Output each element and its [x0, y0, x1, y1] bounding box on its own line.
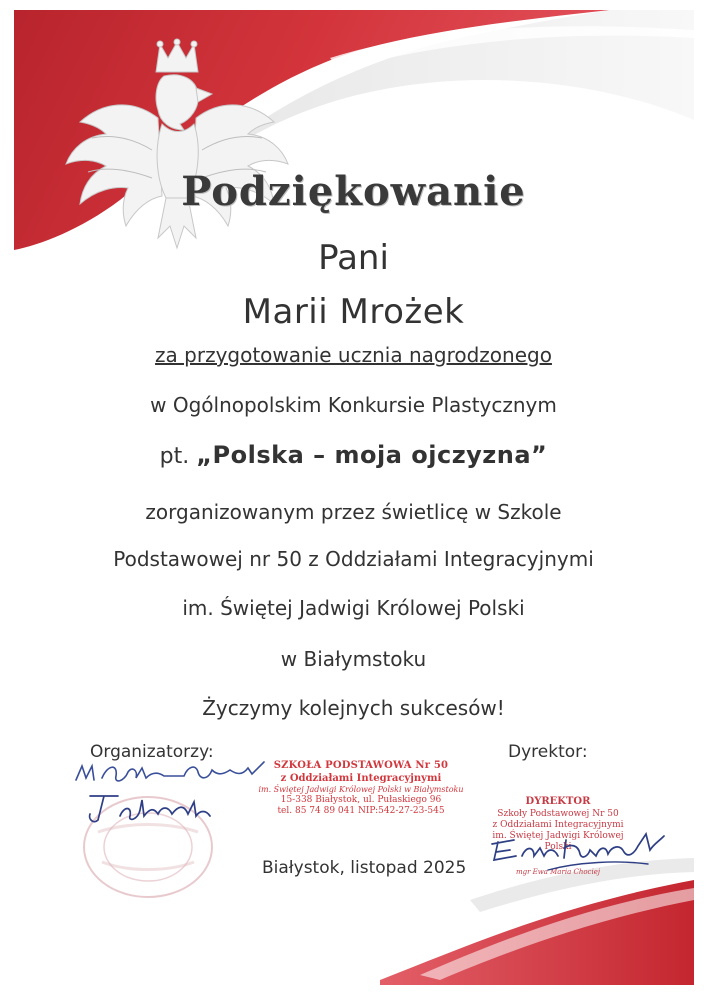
school-stamp-line-3: im. Świętej Jadwigi Królowej Polski w Białymstoku — [258, 785, 464, 794]
wishes-line: Życzymy kolejnych sukcesów! — [202, 696, 505, 720]
place-and-date: Białystok, listopad 2025 — [262, 858, 467, 878]
director-stamp-line-3: z Oddziałami Integracyjnymi — [492, 819, 624, 830]
recipient-name: Marii Mrożek — [242, 292, 465, 332]
school-stamp — [252, 760, 470, 818]
competition-line: w Ogólnopolskim Konkursie Plastycznym — [150, 393, 557, 417]
white-eagle-emblem-icon — [62, 38, 292, 258]
director-stamp-line-1: DYREKTOR — [525, 796, 591, 807]
city-line: w Białymstoku — [280, 647, 427, 671]
document-title: Podziękowanie — [181, 168, 526, 215]
school-stamp-line-1: SZKOŁA PODSTAWOWA Nr 50 — [273, 760, 449, 771]
director-stamp-line-2: Szkoły Podstawowej Nr 50 — [497, 808, 619, 819]
theme-line — [0, 441, 707, 469]
school-line: Podstawowej nr 50 z Oddziałami Integracyjnymi — [113, 547, 594, 571]
organizer-signature-2 — [82, 790, 222, 826]
reason-line: za przygotowanie ucznia nagrodzonego — [155, 343, 552, 367]
theme-prefix: pt. — [159, 444, 190, 469]
director-stamp-line-5: mgr Ewa Maria Chociej — [515, 867, 601, 876]
director-stamp-line-4: im. Świętej Jadwigi Królowej Polski — [492, 831, 624, 853]
school-stamp-line-4: 15-338 Białystok, ul. Pułaskiego 96 — [280, 795, 442, 805]
school-stamp-line-2: z Oddziałami Integracyjnymi — [280, 772, 442, 784]
director-label: Dyrektor: — [508, 742, 588, 762]
organizer-signature-1 — [72, 758, 272, 790]
salutation: Pani — [318, 238, 389, 278]
director-signature — [488, 826, 668, 886]
organized-line: zorganizowanym przez świetlicę w Szkole — [145, 500, 562, 524]
theme-title: „Polska – moja ojczyzna” — [196, 441, 548, 469]
organizers-label: Organizatorzy: — [90, 742, 214, 762]
school-stamp-line-5: tel. 85 74 89 041 NIP:542-27-23-545 — [277, 806, 445, 817]
patron-line: im. Świętej Jadwigi Królowej Polski — [182, 596, 525, 620]
